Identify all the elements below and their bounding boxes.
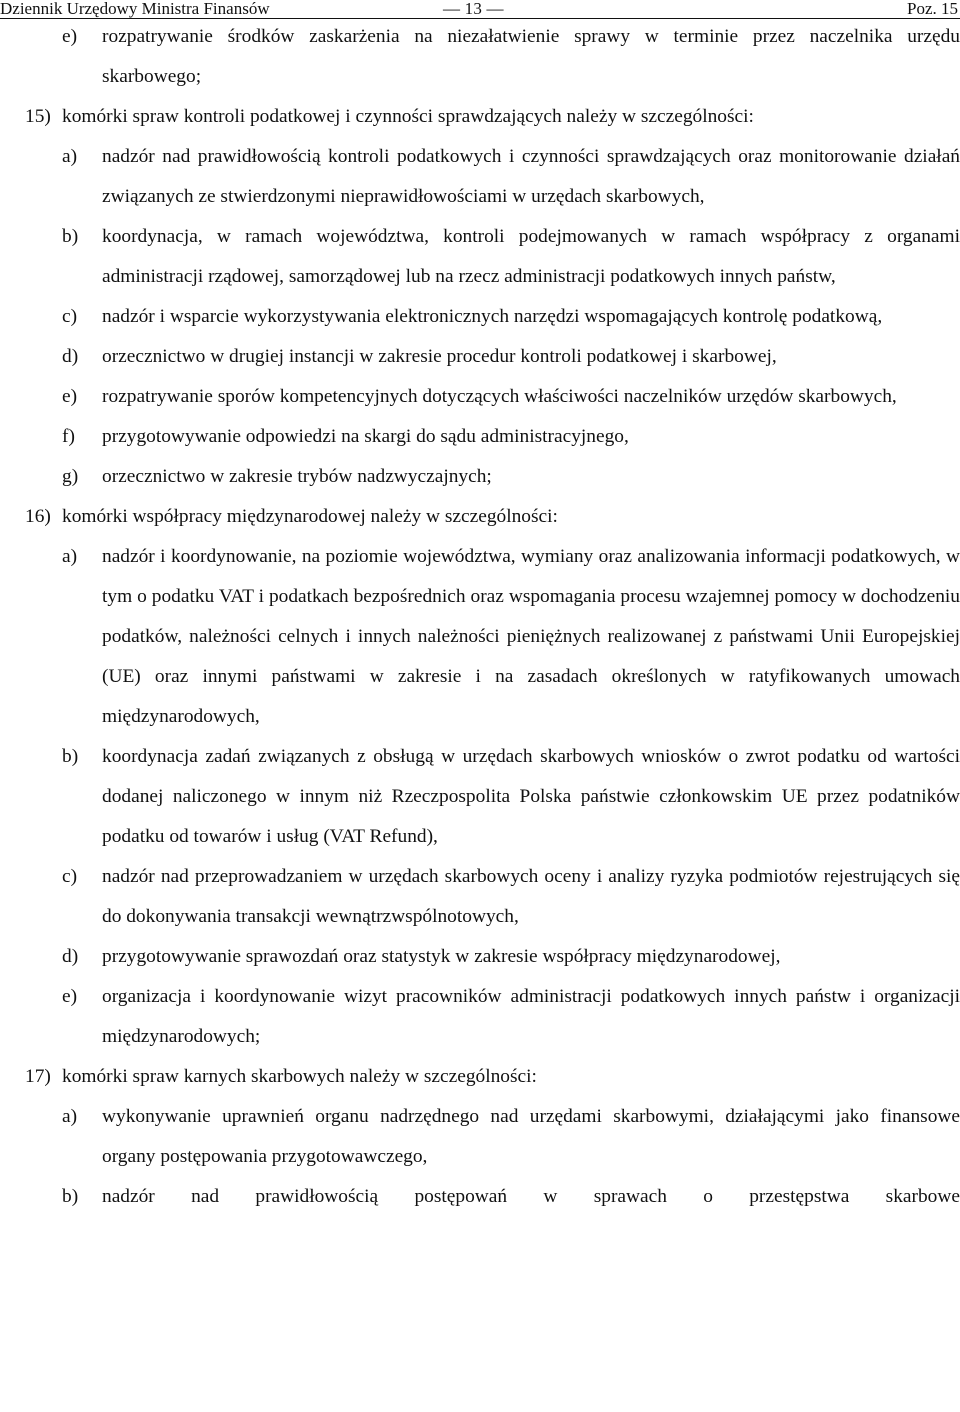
- item-marker: e): [62, 26, 78, 47]
- numbered-item: [0, 97, 960, 137]
- document-body: [0, 17, 960, 1217]
- lettered-item: [0, 857, 960, 937]
- item-marker: a): [62, 1106, 78, 1127]
- item-text: organizacja i koordynowanie wizyt pracowników administracji podatkowych innych państw i organizacji międzynarodowych;: [102, 986, 960, 1047]
- position-number: Poz. 15: [907, 0, 958, 18]
- item-text: nadzór nad prawidłowością kontroli podatkowych i czynności sprawdzających oraz monitorowanie działań związanych ze stwierdzonymi nieprawidłowościami w urzędach skarbowych,: [102, 146, 960, 207]
- item-marker: d): [62, 346, 79, 367]
- item-marker: e): [62, 986, 78, 1007]
- item-text: nadzór i wsparcie wykorzystywania elektronicznych narzędzi wspomagających kontrolę podatkową,: [102, 306, 883, 327]
- numbered-item: [0, 1057, 960, 1097]
- lettered-item: [0, 17, 960, 97]
- item-text: przygotowywanie odpowiedzi na skargi do sądu administracyjnego,: [102, 426, 629, 447]
- item-text: przygotowywanie sprawozdań oraz statystyk w zakresie współpracy międzynarodowej,: [102, 946, 781, 967]
- item-text: komórki spraw kontroli podatkowej i czynności sprawdzających należy w szczególności:: [62, 106, 754, 127]
- item-marker: c): [62, 866, 78, 887]
- item-text: nadzór i koordynowanie, na poziomie województwa, wymiany oraz analizowania informacji podatkowych, w tym o podatku VAT i podatkach bezpośrednich oraz wspomagania procesu wzajemnej pomocy w dochodzeniu podatków, należności celnych i innych należności pieniężnych realizowanej z państwami Unii Europejskiej (UE) oraz innymi państwami w zakresie i na zasadach określonych w ratyfikowanych umowach międzynarodowych,: [102, 546, 960, 727]
- item-text: rozpatrywanie środków zaskarżenia na niezałatwienie sprawy w terminie przez naczelnika urzędu skarbowego;: [102, 26, 960, 87]
- item-marker: b): [62, 1186, 79, 1207]
- item-marker: a): [62, 546, 78, 567]
- item-text: orzecznictwo w zakresie trybów nadzwyczajnych;: [102, 466, 492, 487]
- lettered-item: [0, 137, 960, 217]
- item-text: rozpatrywanie sporów kompetencyjnych dotyczących właściwości naczelników urzędów skarbowych,: [102, 386, 897, 407]
- item-marker: e): [62, 386, 78, 407]
- item-marker: f): [62, 426, 75, 447]
- lettered-item: [0, 457, 960, 497]
- item-marker: b): [62, 746, 79, 767]
- item-text: orzecznictwo w drugiej instancji w zakresie procedur kontroli podatkowej i skarbowej,: [102, 346, 777, 367]
- item-text: komórki współpracy międzynarodowej należy w szczególności:: [62, 506, 558, 527]
- item-marker: 15): [25, 106, 51, 127]
- item-marker: g): [62, 466, 79, 487]
- item-marker: b): [62, 226, 79, 247]
- numbered-item: [0, 497, 960, 537]
- item-text: komórki spraw karnych skarbowych należy w szczególności:: [62, 1066, 537, 1087]
- lettered-item: [0, 337, 960, 377]
- item-marker: 17): [25, 1066, 51, 1087]
- lettered-item: [0, 537, 960, 737]
- item-text: nadzór nad przeprowadzaniem w urzędach skarbowych oceny i analizy ryzyka podmiotów rejestrujących się do dokonywania transakcji wewnątrzwspólnotowych,: [102, 866, 960, 927]
- lettered-item: [0, 417, 960, 457]
- item-text: wykonywanie uprawnień organu nadrzędnego nad urzędami skarbowymi, działającymi jako finansowe organy postępowania przygotowawczego,: [102, 1106, 960, 1167]
- lettered-item: [0, 737, 960, 857]
- item-text: koordynacja zadań związanych z obsługą w urzędach skarbowych wniosków o zwrot podatku od wartości dodanej naliczonego w innym niż Rzeczpospolita Polska państwie członkowskim UE przez podatników podatku od towarów i usług (VAT Refund),: [102, 746, 960, 847]
- lettered-item: [0, 1177, 960, 1217]
- item-text: koordynacja, w ramach województwa, kontroli podejmowanych w ramach współpracy z organami administracji rządowej, samorządowej lub na rzecz administracji podatkowych innych państw,: [102, 226, 960, 287]
- item-marker: c): [62, 306, 78, 327]
- lettered-item: [0, 297, 960, 337]
- journal-title: Dziennik Urzędowy Ministra Finansów: [0, 0, 270, 18]
- lettered-item: [0, 977, 960, 1057]
- item-marker: a): [62, 146, 78, 167]
- item-text: nadzór nad prawidłowością postępowań w sprawach o przestępstwa skarbowe: [102, 1186, 960, 1207]
- lettered-item: [0, 217, 960, 297]
- lettered-item: [0, 1097, 960, 1177]
- lettered-item: [0, 937, 960, 977]
- lettered-item: [0, 377, 960, 417]
- item-marker: 16): [25, 506, 51, 527]
- page-number: — 13 —: [443, 0, 504, 18]
- item-marker: d): [62, 946, 79, 967]
